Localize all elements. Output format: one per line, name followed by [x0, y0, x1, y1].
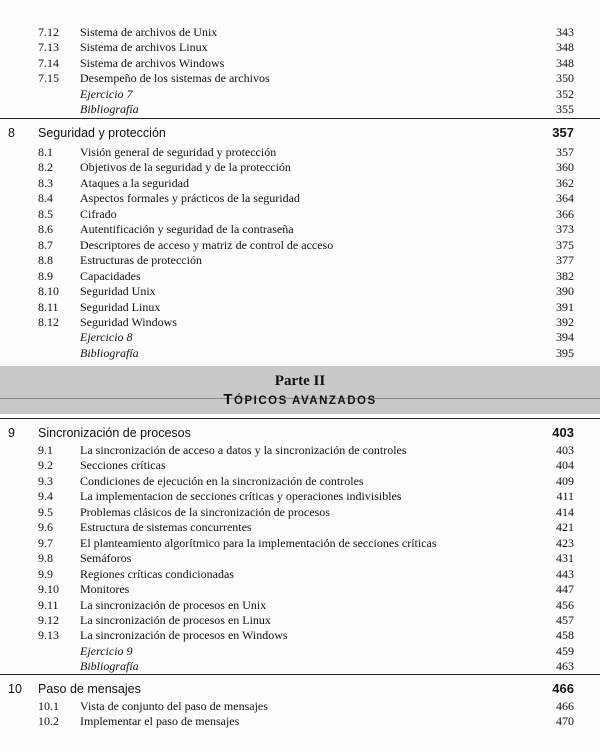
- entry-number: 9.1: [38, 443, 53, 457]
- entry-title: Cifrado: [80, 206, 117, 221]
- entry-page: 463: [556, 659, 574, 674]
- chapter-number: 8: [8, 126, 15, 140]
- toc-entry: [0, 221, 600, 237]
- entry-title: Estructura de sistemas concurrentes: [80, 520, 252, 535]
- entry-number: 9.13: [38, 628, 59, 643]
- chapter-rule: [0, 674, 600, 675]
- entry-title: Sistema de archivos Linux: [80, 40, 208, 55]
- entry-title: Vista de conjunto del paso de mensajes: [80, 699, 268, 713]
- entry-title: Monitores: [80, 582, 130, 597]
- entry-page: 391: [556, 299, 574, 314]
- entry-title: Autentificación y seguridad de la contraseña: [80, 222, 294, 237]
- entry-number: 8.12: [38, 314, 59, 329]
- entry-page: 360: [556, 160, 574, 175]
- toc-entry: [0, 488, 600, 504]
- entry-number: 7.14: [38, 55, 59, 70]
- toc-entry: [0, 175, 600, 191]
- chapter-number: 10: [8, 682, 22, 696]
- toc-entry: [0, 70, 600, 86]
- entry-title: Aspectos formales y prácticos de la seguridad: [80, 191, 300, 206]
- chapter-page: 357: [552, 125, 574, 140]
- entry-number: 8.8: [38, 253, 53, 268]
- entry-number: 9.4: [38, 489, 53, 504]
- entry-number: 8.5: [38, 206, 53, 221]
- entry-page: 382: [556, 268, 574, 283]
- entry-page: 466: [556, 699, 574, 713]
- entry-title: Desempeño de los sistemas de archivos: [80, 71, 270, 86]
- entry-page: 414: [556, 504, 574, 519]
- chapter-page: 466: [552, 681, 574, 696]
- entry-title: Sistema de archivos de Unix: [80, 25, 218, 39]
- chapter-heading: [0, 424, 600, 442]
- toc-entry: [0, 101, 600, 117]
- toc-entry: [0, 504, 600, 520]
- entry-page: 421: [556, 520, 574, 535]
- toc-entry: [0, 237, 600, 253]
- entry-page: 350: [556, 71, 574, 86]
- entry-page: 364: [556, 191, 574, 206]
- part-title-rest: ÓPICOS AVANZADOS: [234, 395, 377, 407]
- entry-page: 394: [556, 330, 574, 345]
- toc-entry: [0, 329, 600, 345]
- entry-number: 9.12: [38, 612, 59, 627]
- entry-number: 8.7: [38, 237, 53, 252]
- entry-page: 357: [556, 145, 574, 159]
- entry-page: 447: [556, 582, 574, 597]
- entry-number: 8.1: [38, 145, 53, 159]
- entry-number: 7.12: [38, 25, 59, 39]
- entry-title: La sincronización de acceso a datos y la sincronización de controles: [80, 443, 407, 457]
- entry-number: 8.6: [38, 222, 53, 237]
- entry-number: 7.15: [38, 71, 59, 86]
- entry-page: 366: [556, 206, 574, 221]
- entry-title: Visión general de seguridad y protección: [80, 145, 277, 159]
- toc-entry: [0, 698, 600, 714]
- chapter-page: 403: [552, 425, 574, 440]
- entry-title: El planteamiento algorítmico para la implementación de secciones críticas: [80, 535, 437, 550]
- toc-entry: [0, 55, 600, 71]
- toc-entry: [0, 283, 600, 299]
- entry-title: Bibliografía: [80, 659, 139, 674]
- entry-number: 9.8: [38, 551, 53, 566]
- entry-page: 457: [556, 612, 574, 627]
- entry-number: 8.10: [38, 284, 59, 299]
- toc-entry: [0, 86, 600, 102]
- entry-number: 9.5: [38, 504, 53, 519]
- toc-entry: [0, 658, 600, 674]
- entry-title: Descriptores de acceso y matriz de control de acceso: [80, 237, 334, 252]
- entry-page: 373: [556, 222, 574, 237]
- entry-page: 403: [556, 443, 574, 457]
- part-label: Parte II: [274, 373, 326, 389]
- entry-title: Seguridad Unix: [80, 284, 156, 299]
- entry-title: Ejercicio 7: [80, 86, 133, 101]
- toc-entry: [0, 39, 600, 55]
- chapter-title: Sincronización de procesos: [38, 426, 191, 440]
- entry-number: 9.2: [38, 458, 53, 473]
- entry-title: Sistema de archivos Windows: [80, 55, 225, 70]
- chapter-heading: [0, 680, 600, 698]
- toc-entry: [0, 535, 600, 551]
- entry-title: Ataques a la seguridad: [80, 175, 189, 190]
- entry-number: 8.4: [38, 191, 53, 206]
- entry-title: La implementacion de secciones críticas y operaciones indivisibles: [80, 489, 402, 504]
- entry-title: Semáforos: [80, 551, 132, 566]
- entry-number: 8.11: [38, 299, 59, 314]
- entry-page: 348: [556, 55, 574, 70]
- entry-number: 9.7: [38, 535, 53, 550]
- toc-entry: [0, 24, 600, 40]
- chapter-rule: [0, 118, 600, 119]
- entry-title: Secciones críticas: [80, 458, 166, 473]
- entry-title: Ejercicio 9: [80, 643, 133, 658]
- toc-entry: [0, 345, 600, 361]
- entry-title: Regiones críticas condicionadas: [80, 566, 234, 581]
- toc-entry: [0, 627, 600, 643]
- toc-entry: [0, 252, 600, 268]
- entry-page: 409: [556, 473, 574, 488]
- part-title: [0, 390, 600, 411]
- entry-number: 9.10: [38, 582, 59, 597]
- toc-entry: [0, 597, 600, 613]
- entry-page: 395: [556, 345, 574, 360]
- entry-number: 10.2: [38, 714, 59, 729]
- entry-page: 404: [556, 458, 574, 473]
- entry-page: 343: [556, 25, 574, 39]
- chapter-title: Paso de mensajes: [38, 682, 141, 696]
- entry-title: La sincronización de procesos en Linux: [80, 612, 271, 627]
- entry-number: 10.1: [38, 699, 59, 713]
- entry-page: 352: [556, 86, 574, 101]
- entry-page: 470: [556, 714, 574, 729]
- toc-entry: [0, 159, 600, 175]
- entry-title: Seguridad Windows: [80, 314, 177, 329]
- entry-title: La sincronización de procesos en Windows: [80, 628, 288, 643]
- entry-number: 7.13: [38, 40, 59, 55]
- toc-entry: [0, 442, 600, 458]
- toc-entry: [0, 314, 600, 330]
- entry-page: 390: [556, 284, 574, 299]
- toc-entry: [0, 643, 600, 659]
- toc-entry: [0, 190, 600, 206]
- entry-title: Objetivos de la seguridad y de la protección: [80, 160, 291, 175]
- toc-entry: [0, 612, 600, 628]
- entry-title: Problemas clásicos de la sincronización de procesos: [80, 504, 330, 519]
- entry-title: Implementar el paso de mensajes: [80, 714, 240, 729]
- entry-page: 411: [556, 489, 574, 504]
- toc-entry: [0, 581, 600, 597]
- entry-page: 456: [556, 597, 574, 612]
- toc-entry: [0, 519, 600, 535]
- entry-number: 8.9: [38, 268, 53, 283]
- entry-page: 392: [556, 314, 574, 329]
- part-title-initial: T: [223, 391, 235, 408]
- entry-page: 348: [556, 40, 574, 55]
- entry-title: Bibliografía: [80, 345, 139, 360]
- toc-entry: [0, 566, 600, 582]
- toc-entry: [0, 144, 600, 160]
- entry-page: 362: [556, 175, 574, 190]
- toc-entry: [0, 206, 600, 222]
- entry-page: 443: [556, 566, 574, 581]
- entry-page: 375: [556, 237, 574, 252]
- toc-entry: [0, 268, 600, 284]
- entry-title: Seguridad Linux: [80, 299, 161, 314]
- chapter-title: Seguridad y protección: [38, 126, 166, 140]
- entry-title: La sincronización de procesos en Unix: [80, 597, 267, 612]
- chapter-number: 9: [8, 426, 15, 440]
- entry-number: 9.3: [38, 473, 53, 488]
- chapter-rule: [0, 418, 600, 419]
- toc-entry: [0, 299, 600, 315]
- entry-title: Capacidades: [80, 268, 141, 283]
- entry-page: 377: [556, 253, 574, 268]
- entry-title: Estructuras de protección: [80, 253, 202, 268]
- entry-page: 431: [556, 551, 574, 566]
- toc-entry: [0, 713, 600, 729]
- entry-number: 9.9: [38, 566, 53, 581]
- toc-entry: [0, 550, 600, 566]
- entry-page: 423: [556, 535, 574, 550]
- entry-number: 8.3: [38, 175, 53, 190]
- entry-number: 8.2: [38, 160, 53, 175]
- entry-number: 9.11: [38, 597, 59, 612]
- chapter-heading: [0, 124, 600, 142]
- entry-title: Condiciones de ejecución en la sincronización de controles: [80, 473, 364, 488]
- toc-entry: [0, 473, 600, 489]
- entry-number: 9.6: [38, 520, 53, 535]
- entry-page: 458: [556, 628, 574, 643]
- toc-entry: [0, 457, 600, 473]
- entry-page: 459: [556, 643, 574, 658]
- entry-title: Bibliografía: [80, 102, 139, 117]
- entry-page: 355: [556, 102, 574, 117]
- entry-title: Ejercicio 8: [80, 330, 133, 345]
